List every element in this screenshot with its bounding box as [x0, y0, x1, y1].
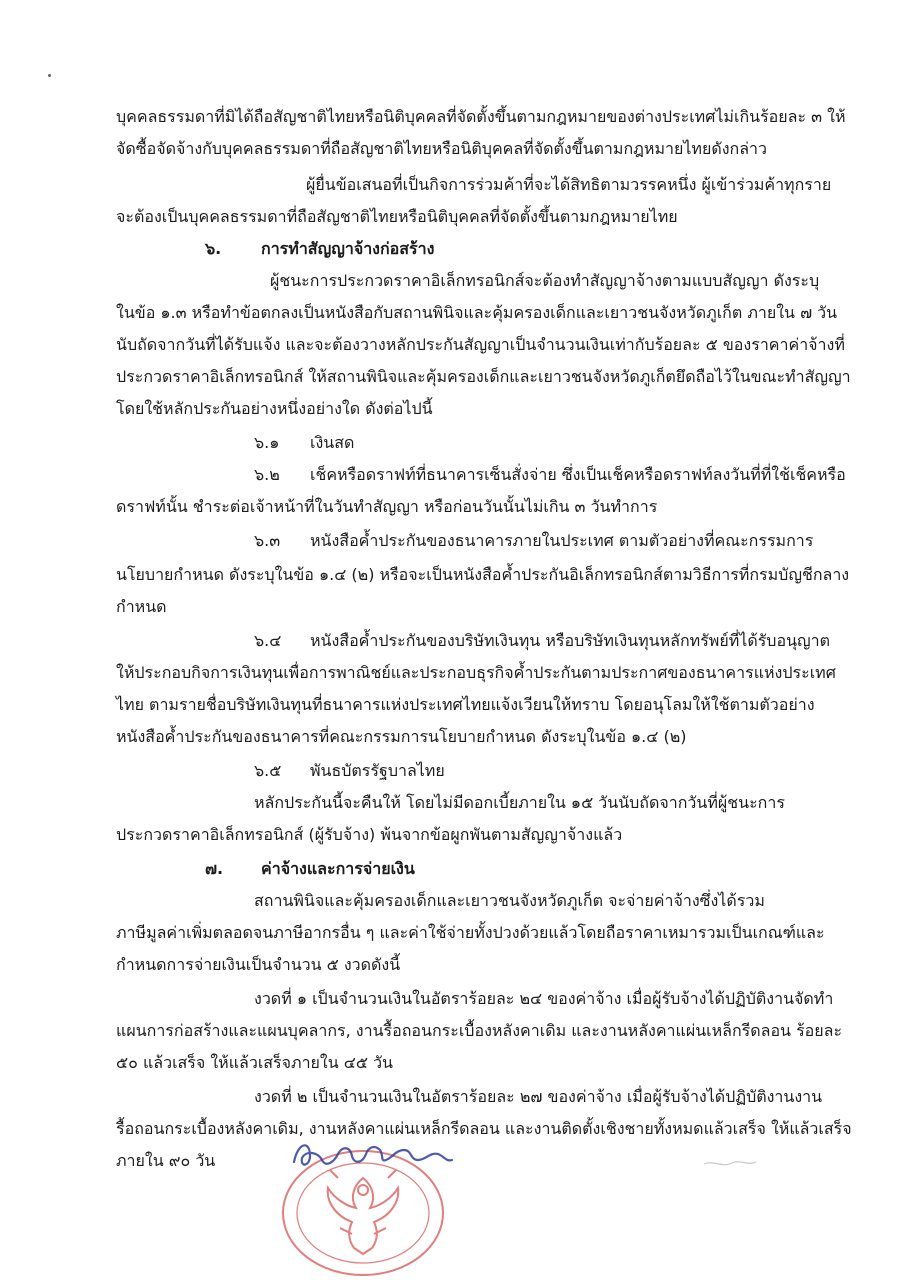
section-7-heading: [205, 858, 415, 880]
item-text: เงินสด: [310, 433, 355, 452]
section-7-title: ค่าจ้างและการจ่ายเงิน: [261, 859, 415, 878]
paragraph-line: สถานพินิจและคุ้มครองเด็กและเยาวชนจังหวัดภูเก็ต จะจ่ายค่าจ้างซึ่งได้รวม: [254, 891, 765, 910]
item-6-1: [254, 432, 354, 454]
paragraph-line: ในข้อ ๑.๓ หรือทำข้อตกลงเป็นหนังสือกับสถานพินิจและคุ้มครองเด็กและเยาวชนจังหวัดภูเก็ต ภายใน ๗ วัน: [116, 303, 838, 322]
paragraph-line: โดยใช้หลักประกันอย่างหนึ่งอย่างใด ดังต่อไปนี้: [116, 399, 433, 418]
item-text: หนังสือค้ำประกันของบริษัทเงินทุน หรือบริษัทเงินทุนหลักทรัพย์ที่ได้รับอนุญาต: [310, 631, 831, 650]
paragraph-line: ภายใน ๙๐ วัน: [116, 1151, 216, 1170]
paragraph-line: นับถัดจากวันที่ได้รับแจ้ง และจะต้องวางหลักประกันสัญญาเป็นจำนวนเงินเท่ากับร้อยละ ๕ ของราคาค่าจ้างที่: [116, 335, 845, 354]
item-number: ๖.๒: [254, 465, 280, 484]
paragraph-line: หนังสือค้ำประกันของธนาคารที่คณะกรรมการนโยบายกำหนด ดังระบุในข้อ ๑.๔ (๒): [116, 727, 687, 746]
section-6-number: ๖.: [205, 239, 222, 258]
paragraph-line: กำหนดการจ่ายเงินเป็นจำนวน ๕ งวดดังนี้: [116, 955, 401, 974]
paragraph-line: ให้ประกอบกิจการเงินทุนเพื่อการพาณิชย์และประกอบธุรกิจค้ำประกันตามประกาศของธนาคารแห่งประเทศ: [116, 663, 836, 682]
paragraph-line: ดราฟท์นั้น ชำระต่อเจ้าหน้าที่ในวันทำสัญญา หรือก่อนวันนั้นไม่เกิน ๓ วันทำการ: [116, 497, 658, 516]
paragraph-line: งวดที่ ๑ เป็นจำนวนเงินในอัตราร้อยละ ๒๔ ของค่าจ้าง เมื่อผู้รับจ้างได้ปฏิบัติงานจัดทำ: [254, 989, 834, 1008]
faint-pencil-mark: [700, 1156, 760, 1170]
paragraph-line: กำหนด: [116, 597, 167, 616]
paragraph-line: บุคคลธรรมดาที่มิได้ถือสัญชาติไทยหรือนิติบุคคลที่จัดตั้งขึ้นตามกฎหมายของต่างประเทศไม่เกินร้อยละ ๓ ให้: [116, 107, 846, 126]
item-6-2: [254, 464, 846, 486]
section-7-number: ๗.: [205, 859, 224, 878]
item-number: ๖.๕: [254, 761, 282, 780]
paragraph-line: จัดซื้อจัดจ้างกับบุคคลธรรมดาที่ถือสัญชาติไทยหรือนิติบุคคลที่จัดตั้งขึ้นตามกฎหมายไทยดังกล่าว: [116, 139, 767, 158]
paragraph-line: แผนการก่อสร้างและแผนบุคลากร, งานรื้อถอนกระเบื้องหลังคาเดิม และงานหลังคาแผ่นเหล็กรีดลอน ร้อยละ: [116, 1021, 843, 1040]
paragraph-line: งวดที่ ๒ เป็นจำนวนเงินในอัตราร้อยละ ๒๗ ของค่าจ้าง เมื่อผู้รับจ้างได้ปฏิบัติงานงาน: [254, 1087, 823, 1106]
paragraph-line: นโยบายกำหนด ดังระบุในข้อ ๑.๔ (๒) หรือจะเป็นหนังสือค้ำประกันอิเล็กทรอนิกส์ตามวิธีการที่กรมบัญชีกลาง: [116, 565, 850, 584]
item-number: ๖.๑: [254, 433, 280, 452]
section-6-heading: [205, 238, 434, 260]
item-6-5: [254, 760, 445, 782]
paragraph-line: จะต้องเป็นบุคคลธรรมดาที่ถือสัญชาติไทยหรือนิติบุคคลที่จัดตั้งขึ้นตามกฎหมายไทย: [116, 207, 678, 226]
item-text: หนังสือค้ำประกันของธนาคารภายในประเทศ ตามตัวอย่างที่คณะกรรมการ: [310, 531, 814, 550]
scan-speck: [48, 74, 51, 77]
paragraph-line: ไทย ตามรายชื่อบริษัทเงินทุนที่ธนาคารแห่งประเทศไทยแจ้งเวียนให้ทราบ โดยอนุโลมให้ใช้ตามตัวอย่าง: [116, 695, 815, 714]
paragraph-line: ผู้ชนะการประกวดราคาอิเล็กทรอนิกส์จะต้องทำสัญญาจ้างตามแบบสัญญา ดังระบุ: [270, 271, 820, 290]
item-text: พันธบัตรรัฐบาลไทย: [310, 761, 445, 780]
item-6-4: [254, 630, 830, 652]
paragraph-line: ผู้ยื่นข้อเสนอที่เป็นกิจการร่วมค้าที่จะได้สิทธิตามวรรคหนึ่ง ผู้เข้าร่วมค้าทุกราย: [306, 175, 832, 194]
item-number: ๖.๓: [254, 531, 281, 550]
item-text: เช็คหรือดราฟท์ที่ธนาคารเซ็นสั่งจ่าย ซึ่งเป็นเช็คหรือดราฟท์ลงวันที่ที่ใช้เช็คหรือ: [310, 465, 846, 484]
section-6-title: การทำสัญญาจ้างก่อสร้าง: [261, 239, 435, 258]
paragraph-line: ประกวดราคาอิเล็กทรอนิกส์ (ผู้รับจ้าง) พ้นจากข้อผูกพันตามสัญญาจ้างแล้ว: [116, 825, 623, 844]
handwritten-signature: [288, 1132, 458, 1182]
paragraph-line: ๕๐ แล้วเสร็จ ให้แล้วเสร็จภายใน ๔๕ วัน: [116, 1053, 393, 1072]
paragraph-line: ภาษีมูลค่าเพิ่มตลอดจนภาษีอากรอื่น ๆ และค่าใช้จ่ายทั้งปวงด้วยแล้วโดยถือราคาเหมารวมเป็นเกณฑ์และ: [116, 923, 825, 942]
paragraph-line: รื้อถอนกระเบื้องหลังคาเดิม, งานหลังคาแผ่นเหล็กรีดลอน และงานติดตั้งเชิงชายทั้งหมดแล้วเสร็จ ให้แล้วเสร็จ: [116, 1119, 852, 1138]
paragraph-line: หลักประกันนี้จะคืนให้ โดยไม่มีดอกเบี้ยภายใน ๑๕ วันนับถัดจากวันที่ผู้ชนะการ: [254, 793, 785, 812]
item-6-3: [254, 530, 813, 552]
item-number: ๖.๔: [254, 631, 282, 650]
paragraph-line: ประกวดราคาอิเล็กทรอนิกส์ ให้สถานพินิจและคุ้มครองเด็กและเยาวชนจังหวัดภูเก็ตยึดถือไว้ในขณะทำสัญญา: [116, 367, 851, 386]
